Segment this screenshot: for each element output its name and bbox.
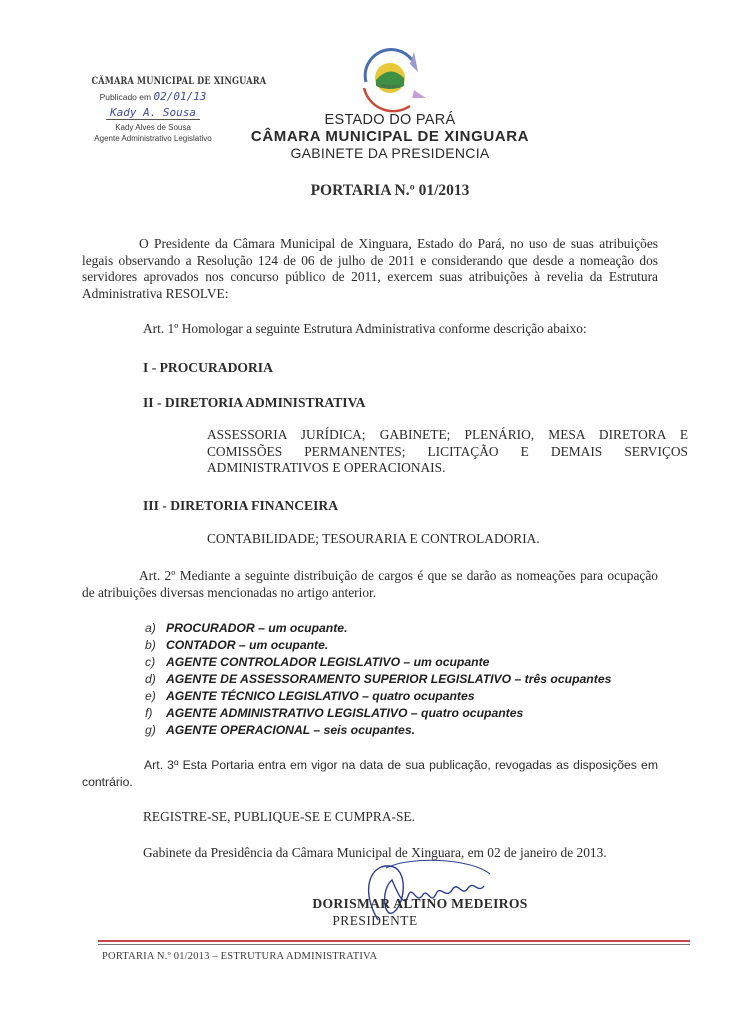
emblem-caption: Xinguara: [379, 84, 401, 90]
stamp-name: Kady Alves de Sousa: [115, 123, 191, 132]
list-item: g) AGENTE OPERACIONAL – seis ocupantes.: [145, 723, 415, 737]
section-diretoria-financeira-desc: CONTABILIDADE; TESOURARIA E CONTROLADORIA.: [207, 531, 540, 546]
stamp-published-line: [78, 90, 228, 103]
list-item: a) PROCURADOR – um ocupante.: [145, 621, 348, 635]
municipal-emblem-icon: [352, 42, 432, 114]
list-item: e) AGENTE TÉCNICO LEGISLATIVO – quatro ocupantes: [145, 689, 475, 703]
header-chamber: CÂMARA MUNICIPAL DE XINGUARA: [250, 128, 530, 145]
document-header: [200, 112, 580, 161]
list-item: f) AGENTE ADMINISTRATIVO LEGISLATIVO – quatro ocupantes: [145, 706, 524, 720]
positions-list: [145, 620, 611, 739]
stamp-published-date: 02/01/13: [153, 90, 207, 103]
place-date-line: Gabinete da Presidência da Câmara Municipal de Xinguara, em 02 de janeiro de 2013.: [143, 845, 607, 860]
section-diretoria-administrativa: II - DIRETORIA ADMINISTRATIVA: [143, 395, 366, 410]
article-3: Art. 3º Esta Portaria entra em vigor na data de sua publicação, revogadas as disposições em contrário.: [82, 758, 658, 789]
stamp-role: Agente Administrativo Legislativo: [94, 134, 212, 143]
header-office: GABINETE DA PRESIDENCIA: [290, 145, 490, 161]
list-item: b) CONTADOR – um ocupante.: [145, 638, 329, 652]
article-2: Art. 2º Mediante a seguinte distribuição de cargos é que se darão as nomeações para ocupação de atribuições diversas mencionadas no artigo anterior.: [82, 568, 658, 600]
section-procuradoria: I - PROCURADORIA: [143, 360, 273, 375]
section-diretoria-financeira: III - DIRETORIA FINANCEIRA: [143, 498, 339, 513]
stamp-published-label: Publicado em: [99, 92, 152, 102]
signatory-role: PRESIDENTE: [332, 913, 418, 928]
list-item: c) AGENTE CONTROLADOR LEGISLATIVO – um ocupante: [145, 655, 490, 669]
page-title: PORTARIA N.º 01/2013: [310, 182, 470, 199]
intro-paragraph: O Presidente da Câmara Municipal de Xinguara, Estado do Pará, no uso de suas atribuições legais observando a Resolução 124 de 06 de julho de 2011 e considerando que desde a nomeação dos servidores aprovados nos concurso público de 2011, exercem suas atribuições à revelia da Estrutura Administrativa RESOLVE:: [82, 236, 658, 301]
footer-text: PORTARIA N.º 01/2013 – ESTRUTURA ADMINISTRATIVA: [102, 951, 378, 962]
signatory-name: DORISMAR ALTINO MEDEIROS: [312, 896, 528, 911]
footer-divider: [98, 940, 690, 942]
section-diretoria-administrativa-desc: ASSESSORIA JURÍDICA; GABINETE; PLENÁRIO, MESA DIRETORA E COMISSÕES PERMANENTES; LICITAÇÃO E DEMAIS SERVIÇOS ADMINISTRATIVOS E OPERACIONAIS.: [207, 427, 688, 475]
stamp-signature: Kady A. Sousa: [106, 106, 200, 120]
list-item: d) AGENTE DE ASSESSORAMENTO SUPERIOR LEGISLATIVO – três ocupantes: [145, 672, 612, 686]
article-1: Art. 1º Homologar a seguinte Estrutura Administrativa conforme descrição abaixo:: [143, 321, 587, 336]
footer-divider-secondary: [98, 944, 690, 945]
header-state: ESTADO DO PARÁ: [324, 112, 456, 128]
registre-line: REGISTRE-SE, PUBLIQUE-SE E CUMPRA-SE.: [143, 809, 415, 824]
stamp-title: CÂMARA MUNICIPAL DE XINGUARA: [91, 76, 267, 87]
